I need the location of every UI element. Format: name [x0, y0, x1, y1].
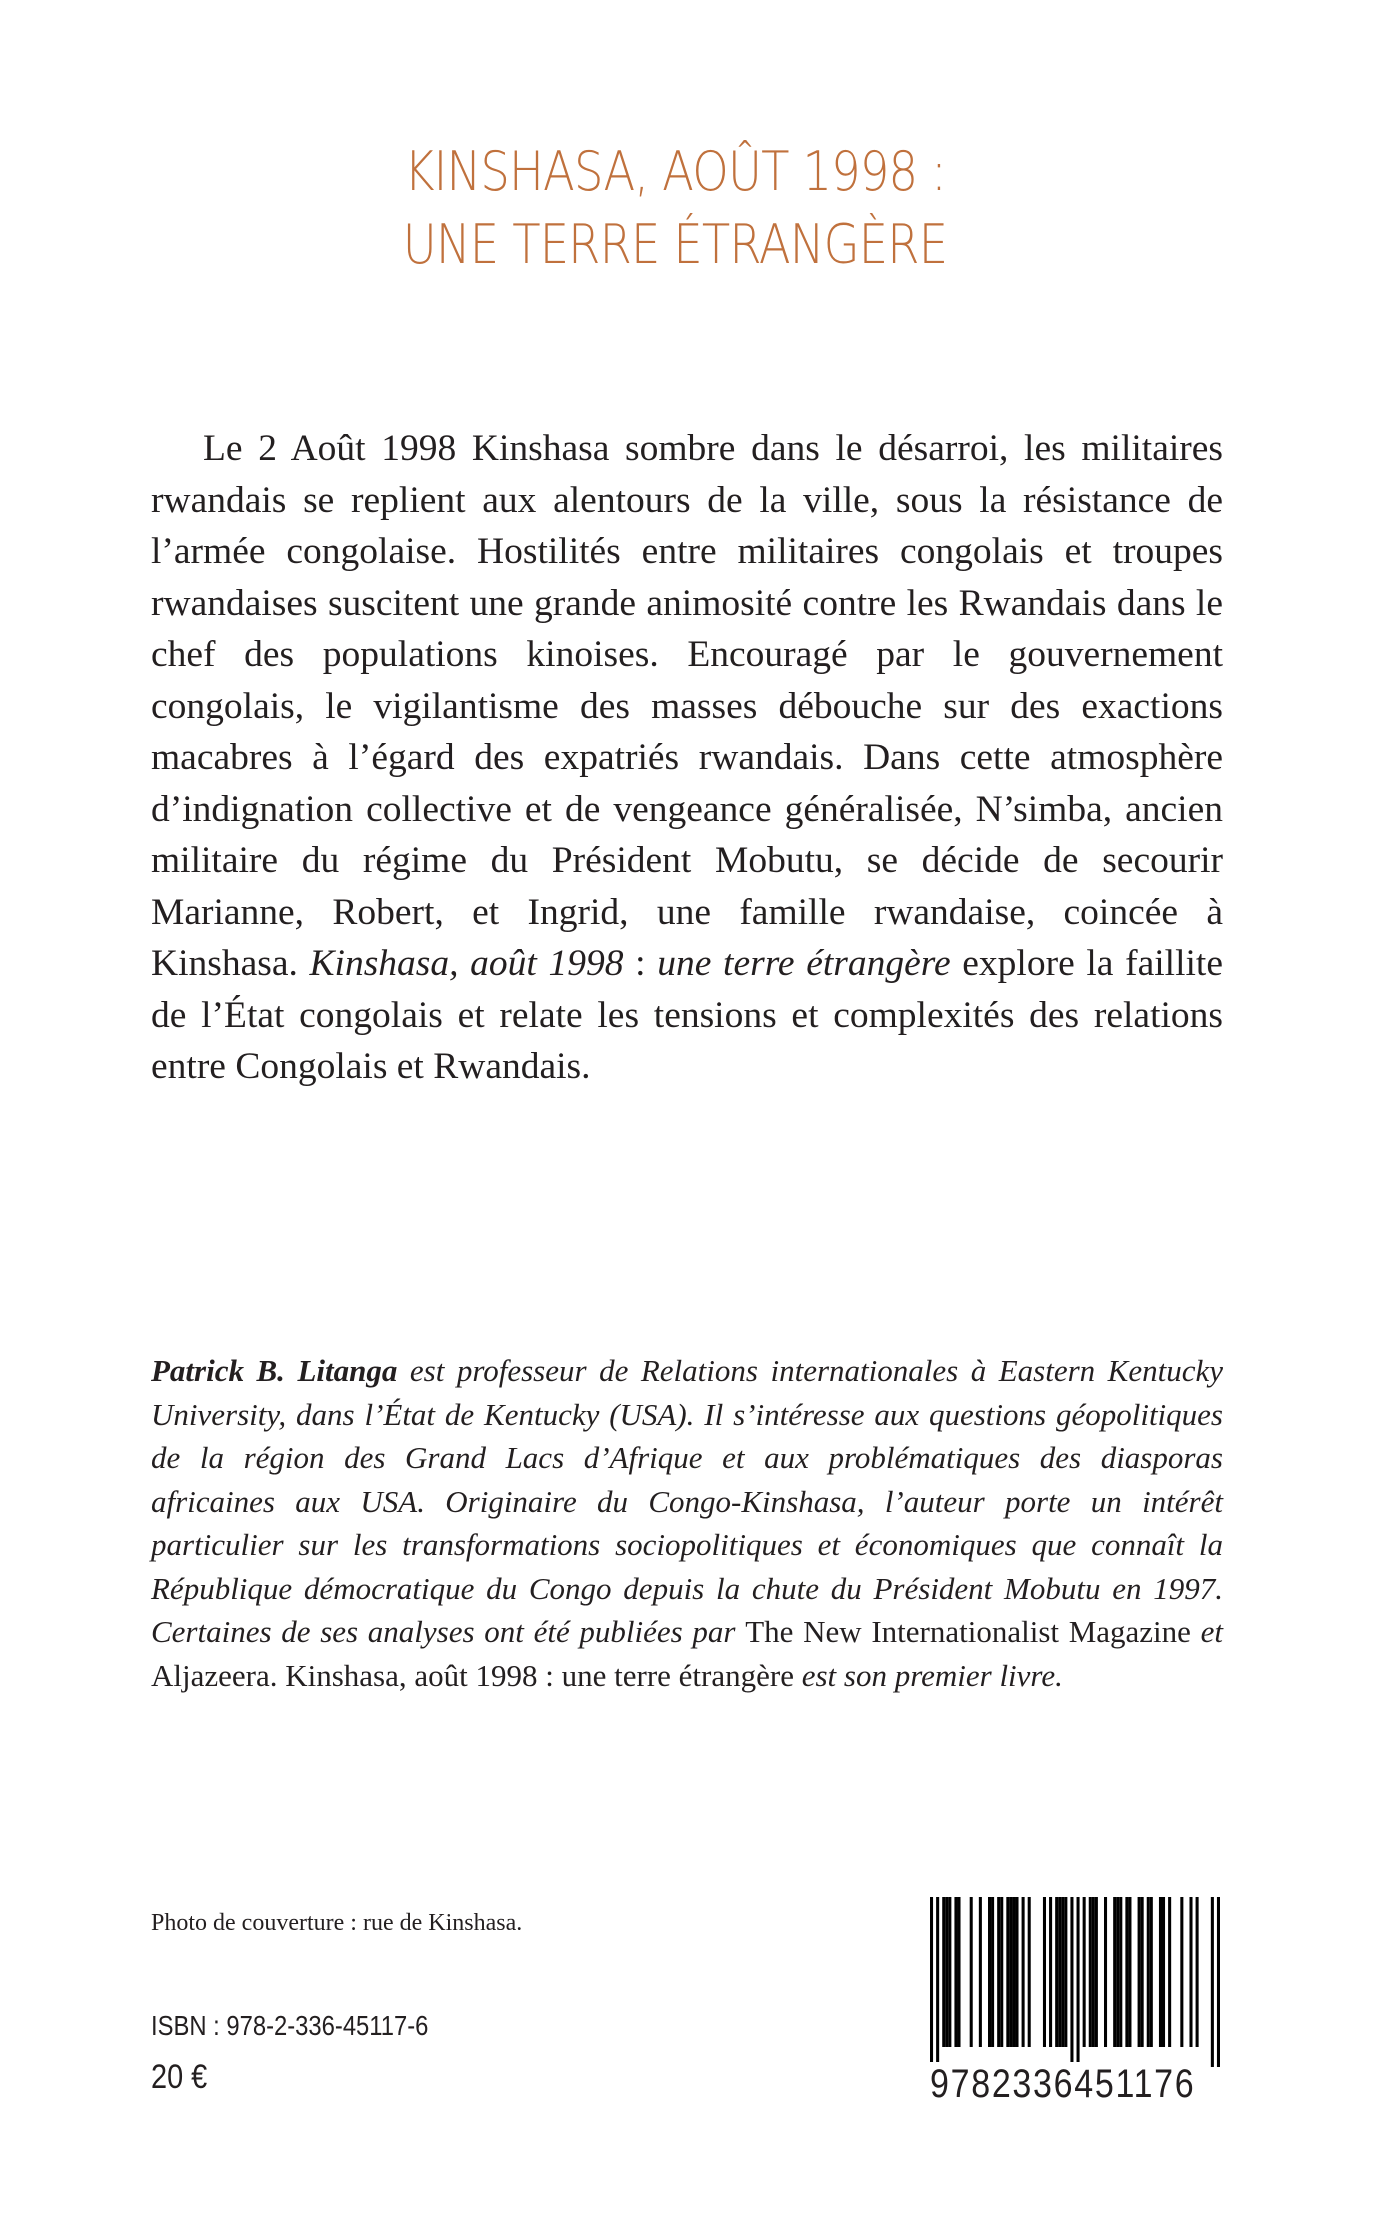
magazine-name: The New Internationalist Magazine: [745, 1614, 1191, 1649]
barcode-digits: 9782336451176: [930, 2062, 1196, 2106]
book-blurb: [151, 423, 1223, 1093]
bio-and: et: [1190, 1614, 1223, 1649]
barcode-bar: [1012, 1897, 1015, 2047]
barcode-bar: [1125, 1897, 1128, 2047]
barcode-bar: [1180, 1897, 1183, 2047]
barcode-bar: [1159, 1897, 1162, 2047]
barcode-bar: [1150, 1897, 1153, 2047]
isbn: ISBN : 978-2-336-45117-6: [151, 2010, 429, 2041]
barcode-bar: [1061, 1897, 1064, 2047]
barcode-bar: [1006, 1897, 1009, 2047]
book-title: [0, 135, 1350, 281]
barcode-bar: [997, 1897, 1000, 2047]
author-bio-text: est professeur de Relations internationales à Eastern Kentucky University, dans l’État de Kentucky (USA). Il s’intéresse aux questions géopolitiques de la région des Grand Lacs d’Afrique et aux problématiques des diasporas africaines aux USA. Originaire du Congo-Kinshasa, l’auteur porte un intérêt particulier sur les transformations sociopolitiques et économiques que connaît la République démocratique du Congo depuis la chute du Président Mobutu en 1997. Certaines de ses analyses ont été publiées par: [151, 1353, 1223, 1649]
barcode-bar: [1055, 1897, 1058, 2047]
barcode-bar: [1058, 1897, 1061, 2047]
barcode-bar: [1211, 1897, 1214, 2067]
barcode-bar: [970, 1897, 973, 2047]
title-line-1: KINSHASA, AOÛT 1998 :: [404, 140, 946, 203]
barcode-bar: [936, 1897, 939, 2067]
barcode-bar: [1128, 1897, 1131, 2047]
barcode-bar: [1189, 1897, 1192, 2047]
blurb-colon: :: [623, 943, 658, 984]
barcode-bar: [930, 1897, 933, 2067]
barcode-bar: [1070, 1897, 1073, 2067]
barcode-bar: [1141, 1897, 1144, 2047]
title-line-2: UNE TERRE ÉTRANGÈRE: [402, 213, 948, 276]
barcode-bar: [1113, 1897, 1116, 2047]
barcode-bar: [1168, 1897, 1171, 2047]
barcode-bar: [1119, 1897, 1122, 2047]
barcode-bar: [1043, 1897, 1046, 2047]
barcode-bar: [1138, 1897, 1141, 2047]
aljazeera-and-title: Aljazeera. Kinshasa, août 1998 : une terre étrangère: [151, 1657, 794, 1693]
author-bio: [151, 1349, 1223, 1697]
barcode-bar: [942, 1897, 945, 2047]
author-name: Patrick B. Litanga: [151, 1353, 398, 1388]
barcode-bar: [948, 1897, 951, 2047]
barcode-bar: [1116, 1897, 1119, 2047]
barcode-bar: [991, 1897, 994, 2047]
barcode-bar: [1089, 1897, 1092, 2047]
photo-credit: Photo de couverture : rue de Kinshasa.: [151, 1910, 523, 1936]
barcode-bar: [1028, 1897, 1031, 2047]
blurb-subtitle-ref: une terre étrangère: [657, 943, 951, 984]
barcode-bar: [1147, 1897, 1150, 2047]
barcode-bar: [1083, 1897, 1086, 2047]
blurb-text-end: explore la faillite de l’État congolais et relate les tensions et complexités des relations entre Congolais et Rwandais.: [151, 943, 1223, 1087]
barcode-bar: [1095, 1897, 1098, 2047]
blurb-title-ref: Kinshasa, août 1998: [309, 943, 624, 984]
barcode-bar: [979, 1897, 982, 2047]
barcode-bar: [957, 1897, 960, 2047]
barcode-bar: [988, 1897, 991, 2047]
barcode-bar: [954, 1897, 957, 2047]
price: 20 €: [151, 2058, 208, 2096]
barcode-bar: [1015, 1897, 1018, 2047]
blurb-text: Le 2 Août 1998 Kinshasa sombre dans le désarroi, les militaires rwandais se replient aux alentours de la ville, sous la résistance de l’armée congolaise. Hostilités entre militaires congolais et troupes rwandaises suscitent une grande animosité contre les Rwandais dans le chef des populations kinoises. Encouragé par le gouvernement congolais, le vigilantisme des masses débouche sur des exactions macabres à l’égard des expatriés rwandais. Dans cette atmosphère d’indignation collective et de vengeance généralisée, N’simba, ancien militaire du régime du Président Mobutu, se décide de secourir Marianne, Robert, et Ingrid, une famille rwandaise, coincée à Kinshasa.: [151, 428, 1223, 984]
barcode-bar: [1077, 1897, 1080, 2067]
barcode-bar: [1022, 1897, 1025, 2047]
barcode-bar: [1217, 1897, 1220, 2067]
barcode-bar: [1162, 1897, 1165, 2047]
barcode-bars: [930, 1897, 1220, 2067]
barcode-bar: [1104, 1897, 1107, 2047]
author-bio-end: est son premier livre.: [793, 1657, 1063, 1693]
barcode-bar: [1064, 1897, 1067, 2047]
barcode-bar: [1049, 1897, 1052, 2047]
barcode-bar: [945, 1897, 948, 2047]
barcode-bar: [1000, 1897, 1003, 2047]
barcode: [930, 1897, 1220, 2107]
barcode-bar: [1196, 1897, 1199, 2047]
barcode-bar: [1092, 1897, 1095, 2047]
barcode-bar: [1009, 1897, 1012, 2047]
